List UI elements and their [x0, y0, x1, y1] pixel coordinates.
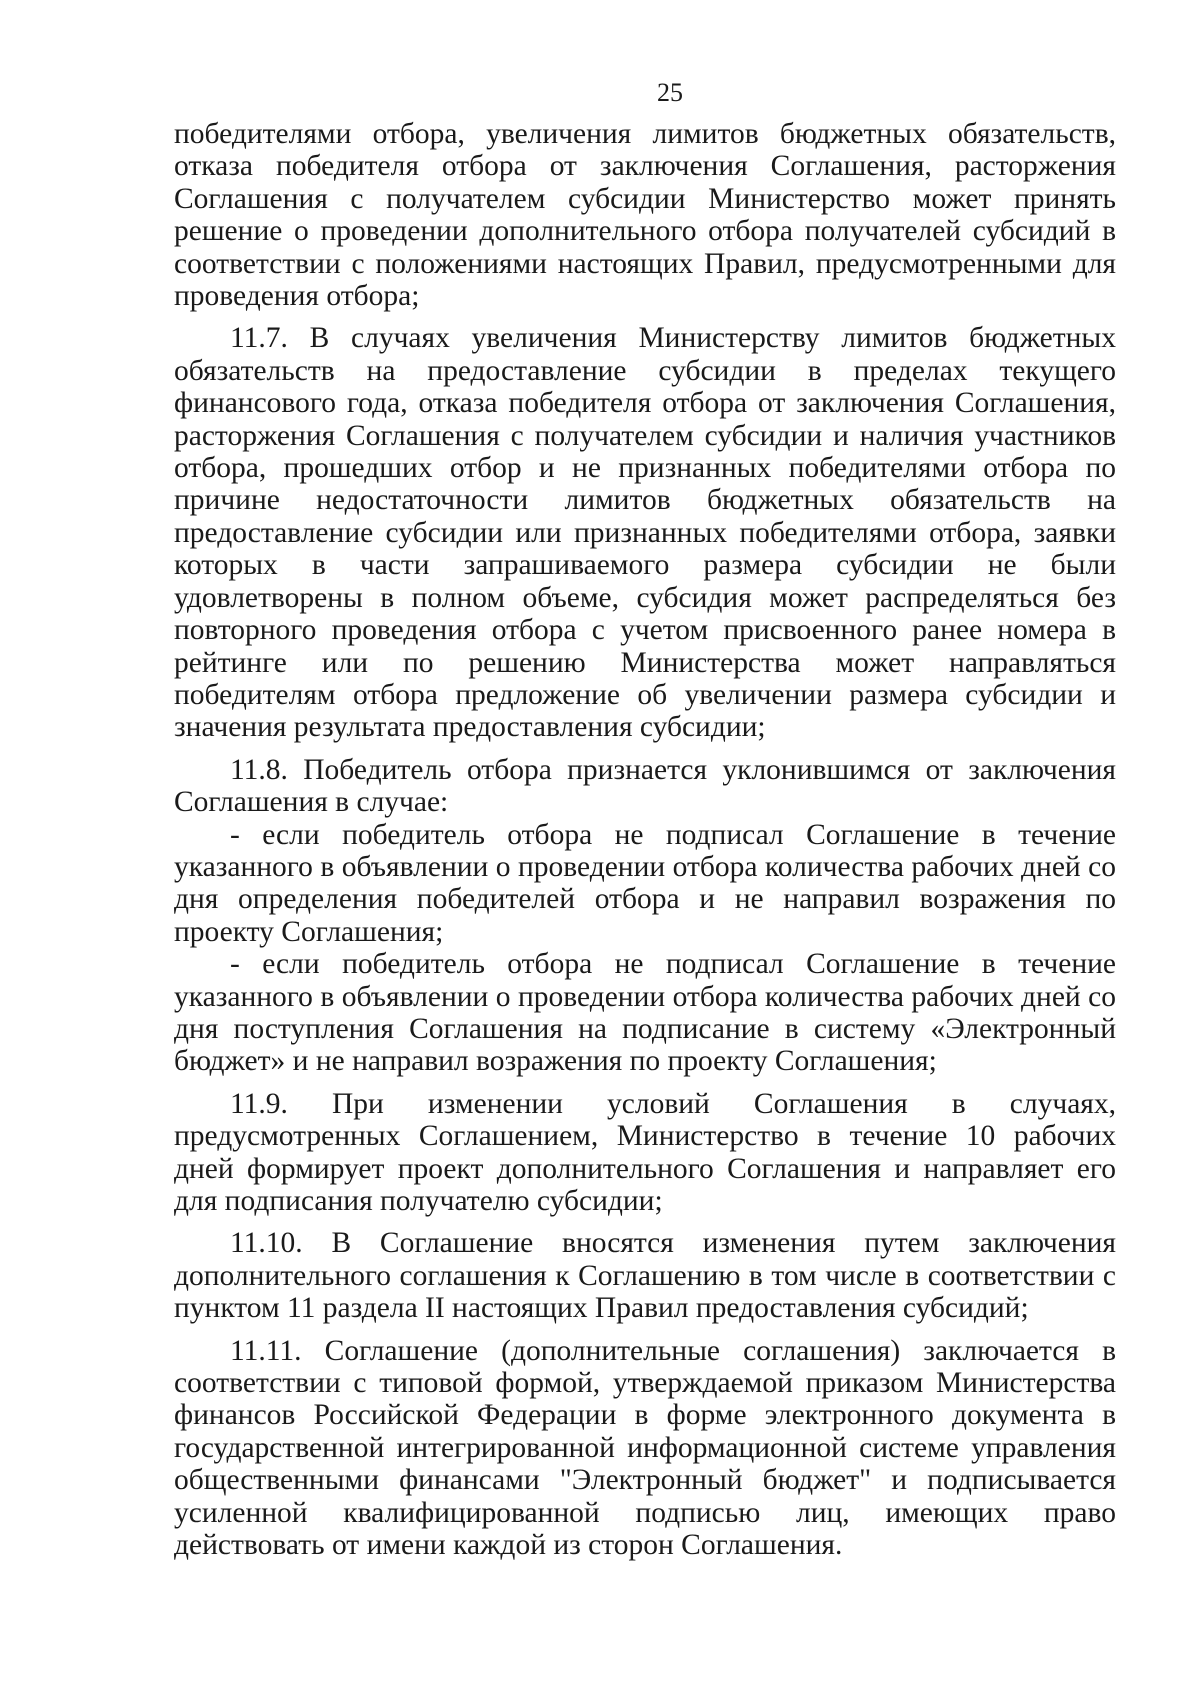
- paragraph-11-10: 11.10. В Соглашение вносятся изменения путем заключения дополнительного соглашения к Соглашению в том числе в соответствии с пунктом 11 раздела II настоящих Правил предоставления субсидий;: [174, 1227, 1116, 1325]
- document-body: [174, 118, 1116, 1561]
- paragraph-11-9: 11.9. При изменении условий Соглашения в случаях, предусмотренных Соглашением, Министерство в течение 10 рабочих дней формирует проект дополнительного Соглашения и направляет его для подписания получателю субсидии;: [174, 1087, 1116, 1217]
- paragraph-11-8: 11.8. Победитель отбора признается уклонившимся от заключения Соглашения в случае:: [174, 753, 1116, 819]
- paragraph-continuation: победителями отбора, увеличения лимитов бюджетных обязательств, отказа победителя отбора от заключения Соглашения, расторжения Соглашения с получателем субсидии Министерство может принять решение о проведении дополнительного отбора получателей субсидий в соответствии с положениями настоящих Правил, предусмотренными для проведения отбора;: [174, 118, 1116, 313]
- paragraph-11-8-item-2: - если победитель отбора не подписал Соглашение в течение указанного в объявлении о проведении отбора количества рабочих дней со дня поступления Соглашения на подписание в систему «Электронный бюджет» и не направил возражения по проекту Соглашения;: [174, 948, 1116, 1078]
- page-number: 25: [657, 78, 683, 107]
- paragraph-11-7: 11.7. В случаях увеличения Министерству лимитов бюджетных обязательств на предоставление субсидии в пределах текущего финансового года, отказа победителя отбора от заключения Соглашения, расторжения Соглашения с получателем субсидии и наличия участников отбора, прошедших отбор и не признанных победителями отбора по причине недостаточности лимитов бюджетных обязательств на предоставление субсидии или признанных победителями отбора, заявки которых в части запрашиваемого размера субсидии не были удовлетворены в полном объеме, субсидия может распределяться без повторного проведения отбора с учетом присвоенного ранее номера в рейтинге или по решению Министерства может направляться победителям отбора предложение об увеличении размера субсидии и значения результата предоставления субсидии;: [174, 322, 1116, 744]
- paragraph-11-8-item-1: - если победитель отбора не подписал Соглашение в течение указанного в объявлении о проведении отбора количества рабочих дней со дня определения победителей отбора и не направил возражения по проекту Соглашения;: [174, 818, 1116, 948]
- paragraph-11-11: 11.11. Соглашение (дополнительные соглашения) заключается в соответствии с типовой формой, утверждаемой приказом Министерства финансов Российской Федерации в форме электронного документа в государственной интегрированной информационной системе управления общественными финансами "Электронный бюджет" и подписывается усиленной квалифицированной подписью лиц, имеющих право действовать от имени каждой из сторон Соглашения.: [174, 1334, 1116, 1562]
